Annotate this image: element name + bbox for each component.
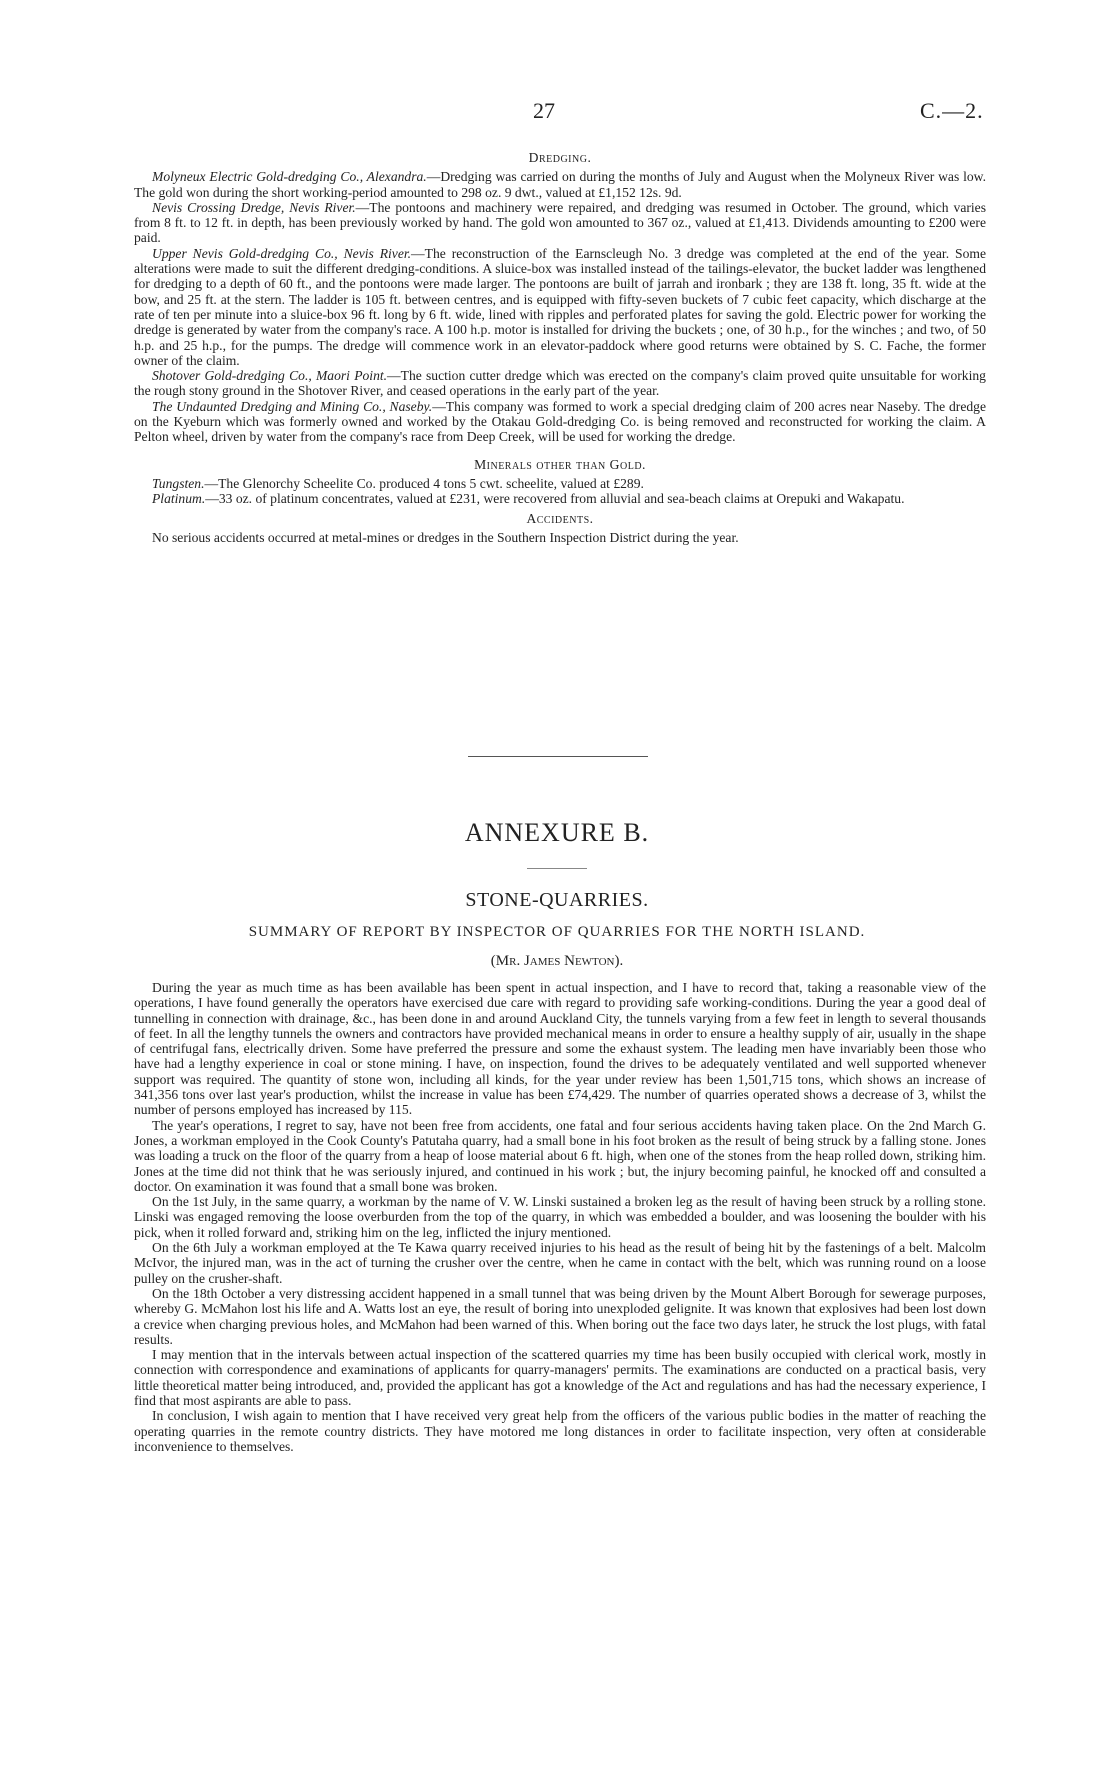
paragraph-tungsten: [134, 476, 986, 491]
paragraph-lead: Shotover Gold-dredging Co., Maori Point.: [152, 368, 388, 384]
annexure-subtitle: STONE-QUARRIES.: [465, 889, 649, 911]
report-paragraph: I may mention that in the intervals between actual inspection of the scattered quarries my time has been busily occupied with clerical work, mostly in connection with correspondence and examinations of applicants for quarry-managers' permits. The examinations are conducted on a practical basis, very little theoretical matter being introduced, and, provided the applicant has got a knowledge of the Act and regulations and has had the necessary experience, I find that most aspirants are able to pass.: [134, 1347, 986, 1409]
page-number: 27: [533, 98, 555, 123]
paragraph-molyneux: [134, 169, 986, 200]
paragraph-shotover: [134, 368, 986, 399]
report-paragraph: In conclusion, I wish again to mention that I have received very great help from the officers of the various public bodies in the matter of reaching the operating quarries in the remote country districts. They have motored me long distances in order to facilitate inspection, very often at considerable inconvenience to themselves.: [134, 1408, 986, 1454]
document-reference: C.—2.: [920, 98, 984, 123]
inspector-name: (Mr. James Newton).: [490, 953, 624, 969]
report-paragraph: On the 18th October a very distressing accident happened in a small tunnel that was being driven by the Mount Albert Borough for sewerage purposes, whereby G. McMahon lost his life and A. Watts lost an eye, the result of boring into unexploded gelignite. It was known that explosives had been lost down a crevice when charging previous holes, and McMahon had been warned of this. When boring out the face two days later, he struck the lost plugs, with fatal results.: [134, 1285, 986, 1347]
section-divider: [468, 756, 648, 757]
report-summary-heading: SUMMARY OF REPORT BY INSPECTOR OF QUARRIES FOR THE NORTH ISLAND.: [248, 924, 866, 940]
report-paragraph: On the 6th July a workman employed at the Te Kawa quarry received injuries to his head as the result of being hit by the fastenings of a belt. Malcolm McIvor, the injured man, was in the act of turning the crusher over the centre, when he came in contact with the belt, which was running round on a loose pulley on the crusher-shaft.: [134, 1240, 986, 1286]
paragraph-accidents: No serious accidents occurred at metal-mines or dredges in the Southern Inspection District during the year.: [152, 529, 739, 545]
paragraph-lead: Nevis Crossing Dredge, Nevis River.: [152, 199, 356, 215]
quarries-report: [134, 980, 986, 1454]
paragraph-text: —33 oz. of platinum concentrates, valued at £231, were recovered from alluvial and sea-beach claims at Orepuki and Wakapatu.: [205, 491, 905, 507]
dredging-section: [134, 150, 986, 545]
paragraph-text: —The pontoons and machinery were repaired, and dredging was resumed in October. The ground, which varies from 8 ft. to 12 ft. in depth, has been previously worked by hand. The gold won amounted to 367 oz., valued at £1,413. Dividends amounting to £200 were paid.: [134, 199, 986, 246]
paragraph-lead: Platinum.: [152, 491, 206, 507]
dredging-heading: Dredging.: [528, 150, 592, 165]
paragraph-text: —The suction cutter dredge which was erected on the company's claim proved quite unsuitable for working the rough stony ground in the Shotover River, and ceased operations in the early part of the year.: [134, 368, 986, 399]
report-paragraph: On the 1st July, in the same quarry, a workman by the name of V. W. Linski sustained a broken leg as the result of having been struck by a rolling stone. Linski was engaged removing the loose overburden from the top of the quarry, in which was embedded a boulder, and was loosening the boulder with his pick, when it rolled forward and, striking him on the leg, inflicted the injury mentioned.: [134, 1194, 986, 1240]
minerals-heading: Minerals other than Gold.: [474, 456, 646, 472]
annexure-title: ANNEXURE B.: [464, 818, 650, 847]
title-divider: [527, 868, 587, 869]
paragraph-lead: Molyneux Electric Gold-dredging Co., Alexandra.: [152, 169, 427, 185]
paragraph-text: —Dredging was carried on during the months of July and August when the Molyneux River was low. The gold won during the short working-period amounted to 298 oz. 9 dwt., valued at £1,152 12s. 9d.: [134, 169, 986, 200]
report-paragraph: The year's operations, I regret to say, have not been free from accidents, one fatal and four serious accidents having taken place. On the 2nd March G. Jones, a workman employed in the Cook County's Patutaha quarry, had a small bone in his foot broken as the result of being struck by a falling stone. Jones was loading a truck on the floor of the quarry from a heap of loose material about 6 ft. high, when one of the stones from the heap rolled down, striking him. Jones at the time did not think that he was seriously injured, and continued in his work ; but, the injury becoming painful, he knocked off and consulted a doctor. On examination it was found that a small bone was broken.: [134, 1117, 986, 1194]
paragraph-text: —The reconstruction of the Earnscleugh No. 3 dredge was completed at the end of the year. Some alterations were made to suit the different dredging-conditions. A sluice-box was installed instead of the tailings-elevator, the bucket ladder was lengthened for dredging to a depth of 60 ft., and the pontoons were made larger. The pontoons are built of jarrah and ironbark ; they are 138 ft. long, 35 ft. wide at the bow, and 25 ft. at the stern. The ladder is 105 ft. between centres, and is equipped with fifty-seven buckets of 7 cubic feet capacity, which discharge at the rate of ten per minute into a sluice-box 96 ft. long by 6 ft. wide, lined with ripples and perforated plates for saving the gold. Electric power for working the dredge is generated by water from the company's race. A 100 h.p. motor is installed for driving the buckets ; one, of 30 h.p., for the winches ; and two, of 50 h.p. and 25 h.p., for the pumps. The dredge will commence work in an elevator-paddock where good returns were obtained by S. C. Fache, the former owner of the claim.: [134, 245, 986, 368]
paragraph-lead: Tungsten.: [152, 475, 205, 491]
paragraph-text: —The Glenorchy Scheelite Co. produced 4 tons 5 cwt. scheelite, valued at £289.: [204, 475, 644, 491]
report-paragraph: During the year as much time as has been available has been spent in actual inspection, and I have to record that, taking a reasonable view of the operations, I have found generally the operators have exercised due care with regard to providing safe working-conditions. During the year a good deal of tunnelling in connection with drainage, &c., has been done in and around Auckland City, the tunnels varying from a few feet in length to several thousands of feet. In all the lengthy tunnels the owners and contractors have provided mechanical means in order to ensure a healthy supply of air, usually in the shape of centrifugal fans, electrically driven. Some have preferred the pressure and some the exhaust system. The leading men have invariably been those who have had a lengthy experience in coal or stone mining. I have, on inspection, found the drives to be adequately ventilated and well supported whenever support was required. The quantity of stone won, including all kinds, for the year under review has been 1,501,715 tons, which shows an increase of 341,356 tons over last year's production, whilst the increase in value has been £74,429. The number of quarries operated shows a decrease of 3, whilst the number of persons employed has increased by 115.: [134, 980, 986, 1118]
paragraph-text: —This company was formed to work a special dredging claim of 200 acres near Naseby. The dredge on the Kyeburn which was formerly owned and worked by the Otakau Gold-dredging Co. is being removed and reconstructed for working the claim. A Pelton wheel, driven by water from the company's race from Deep Creek, will be used for working the dredge.: [134, 398, 986, 445]
paragraph-lead: Upper Nevis Gold-dredging Co., Nevis River.: [152, 245, 412, 261]
paragraph-upper-nevis: [134, 246, 986, 368]
accidents-heading: Accidents.: [526, 510, 594, 526]
paragraph-nevis-crossing: [134, 200, 986, 246]
paragraph-lead: The Undaunted Dredging and Mining Co., Naseby.: [152, 398, 433, 414]
paragraph-undaunted: [134, 399, 986, 445]
paragraph-platinum: [134, 491, 986, 506]
